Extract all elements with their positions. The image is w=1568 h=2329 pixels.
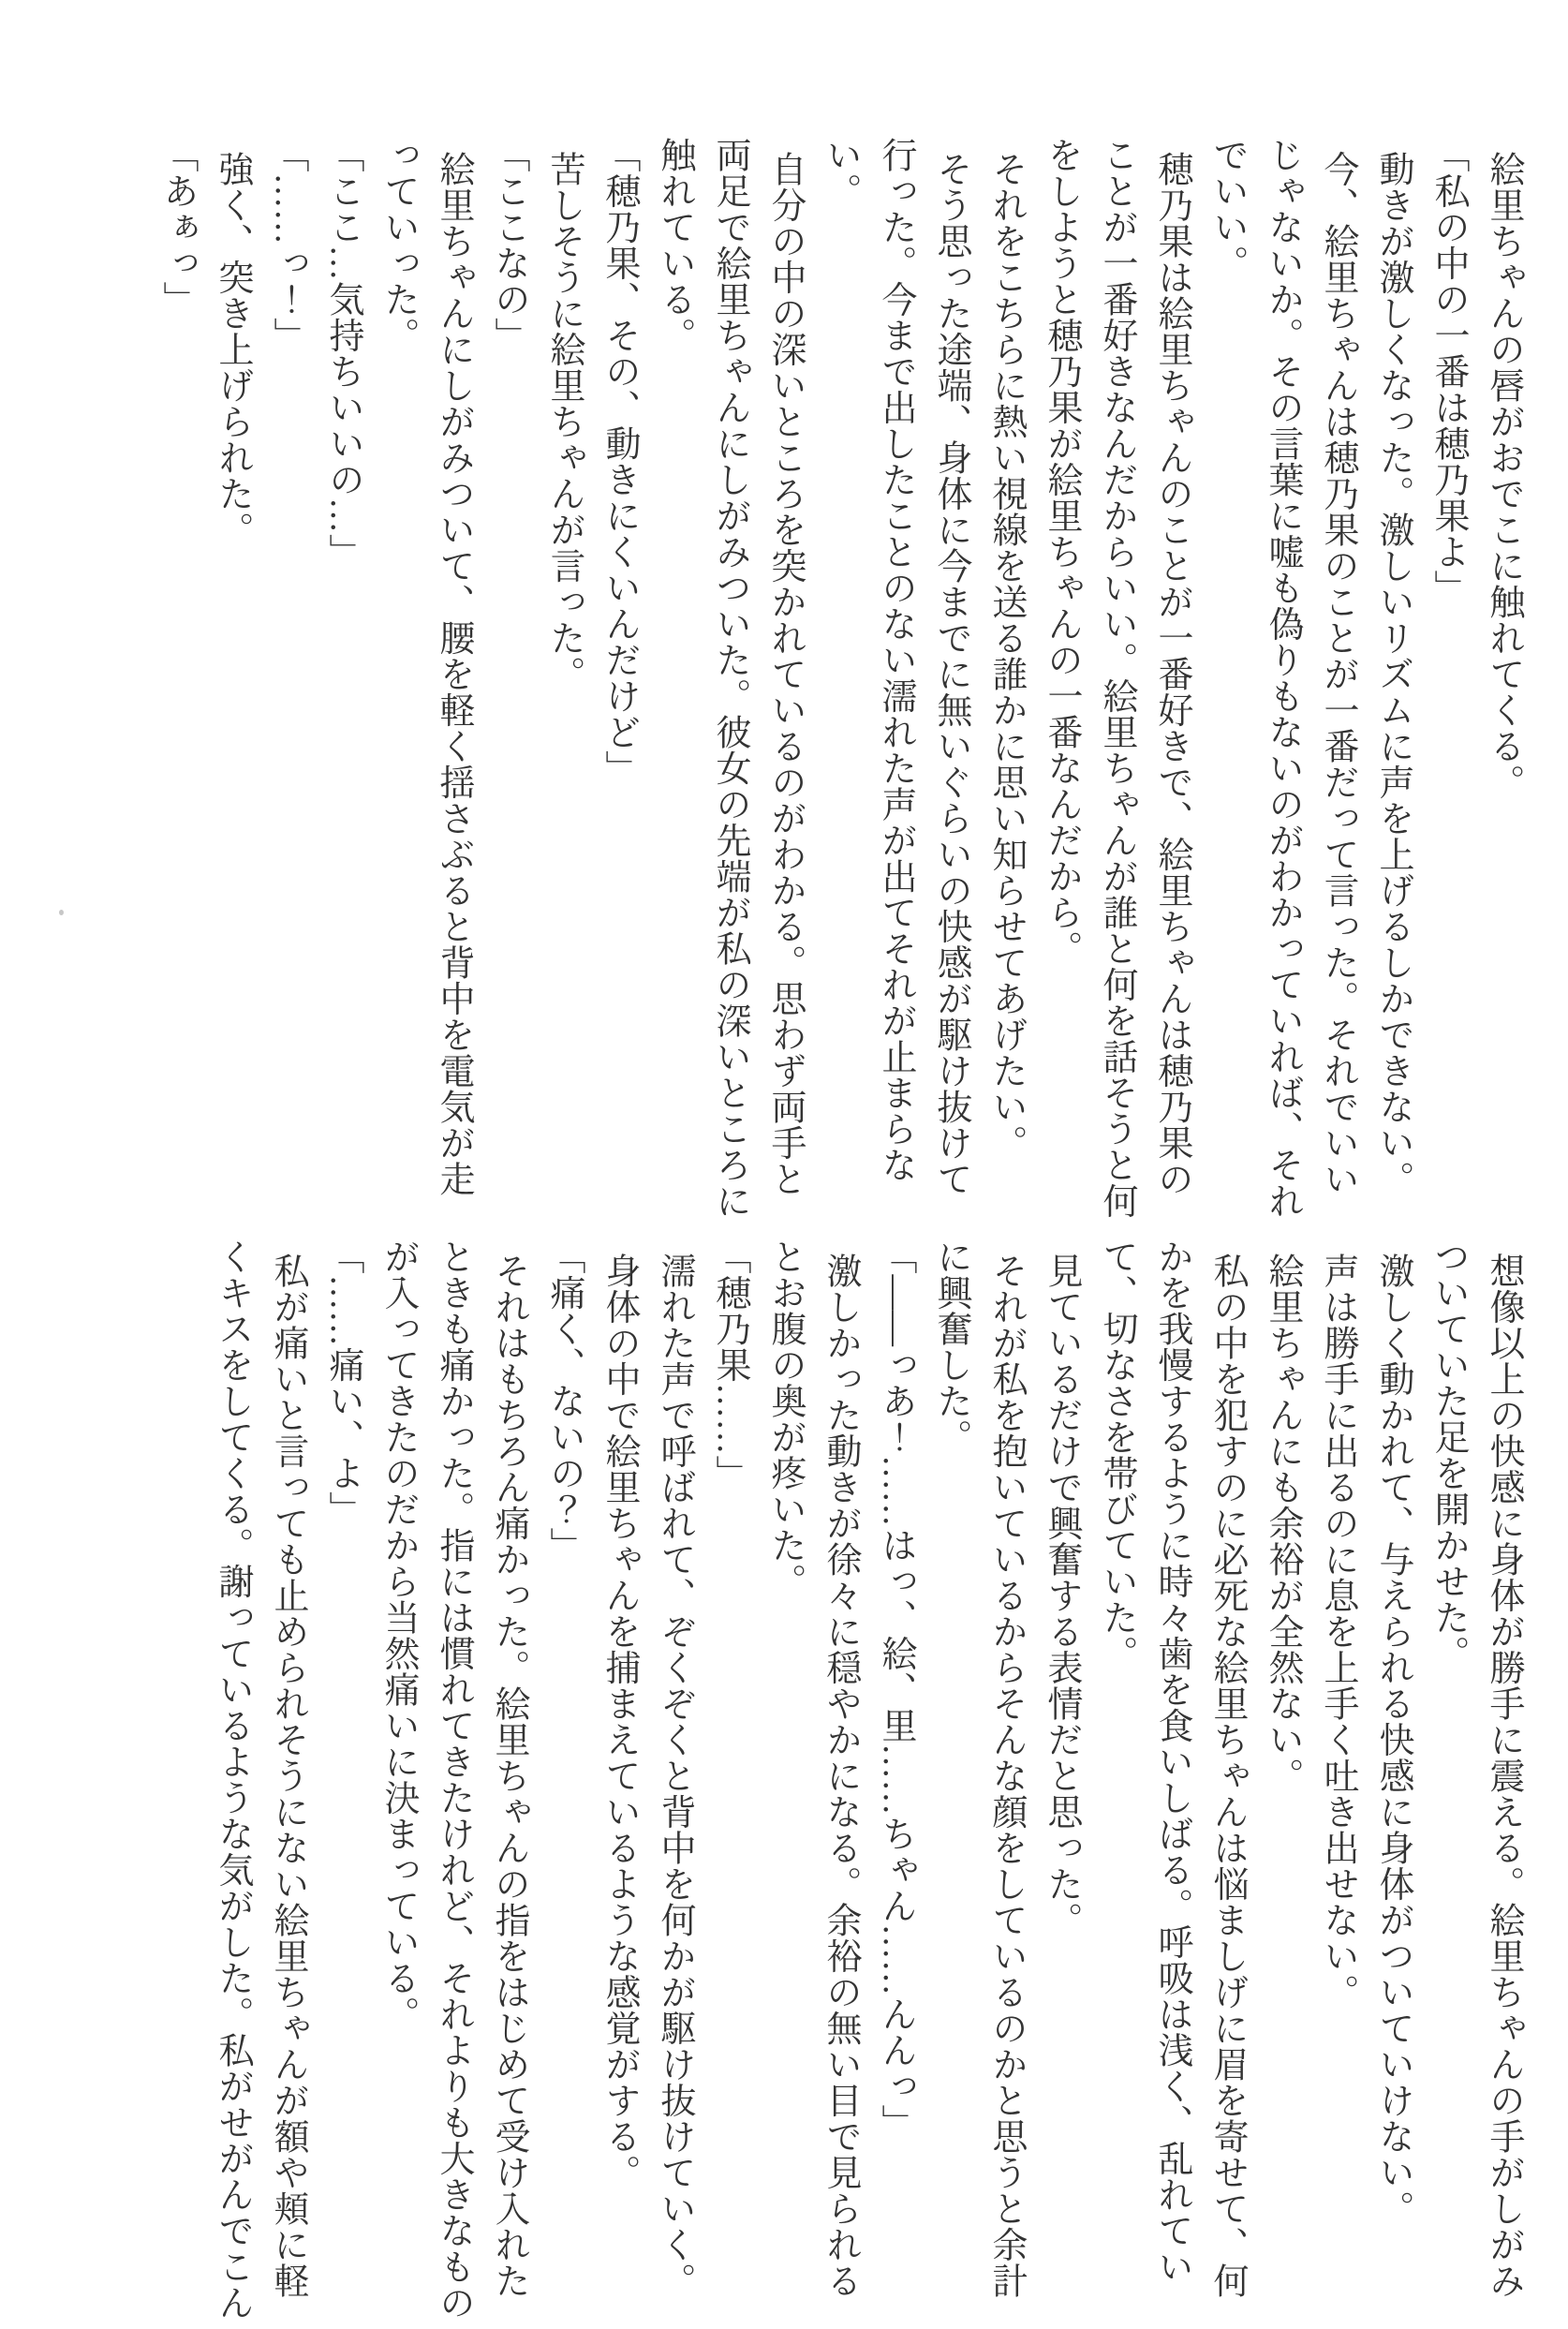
text-column-paragraph: 「……痛い、よ」: [323, 1239, 362, 1527]
text-column-paragraph: それをこちらに熱い視線を送る誰かに思い知らせてあげたい。: [986, 151, 1026, 1161]
text-column-paragraph: 動きが激しくなった。激しいリズムに声を上げるしかできない。: [1373, 151, 1413, 1197]
text-column-paragraph: 声は勝手に出るのに息を上手く吐き出せない。: [1318, 1253, 1357, 2010]
text-column-paragraph: それが私を抱いているからそんな顔をしているのかと思うと余計に興奮した。: [931, 1239, 1026, 2299]
text-column-paragraph: 今、絵里ちゃんは穂乃果のことが一番だって言った。それでいいじゃないか。その言葉に嘘も偽りもないのがわかっていれば、それでいい。: [1207, 137, 1357, 1219]
text-column-paragraph: 「――っあ！……はっ、絵、里……ちゃん……んんっ」: [876, 1239, 915, 2141]
text-column-paragraph: 「痛く、ないの？」: [544, 1239, 584, 1564]
top-text-block: [149, 137, 1531, 1227]
text-column-paragraph: 「穂乃果、その、動きにくいんだけど」: [599, 137, 639, 786]
text-column-paragraph: 身体の中で絵里ちゃんを捕まえているような感覚がする。: [599, 1253, 639, 2190]
text-column-paragraph: 「あぁっ」: [157, 137, 197, 318]
text-column-paragraph: 「……っ！」: [268, 137, 307, 353]
text-column-paragraph: 「穂乃果……」: [710, 1239, 749, 1491]
text-column-paragraph: 「ここ…気持ちいいの…」: [323, 137, 362, 570]
text-column-paragraph: そう思った途端、身体に今までに無いぐらいの快感が駆け抜けて行った。今まで出したことのない濡れた声が出てそれが止まらない。: [821, 137, 970, 1197]
text-column-paragraph: 「ここなの」: [489, 137, 528, 353]
text-column-paragraph: それはもちろん痛かった。絵里ちゃんの指をはじめて受け入れたときも痛かった。指には慣れてきたけれど、それよりも大きなものが入ってきたのだから当然痛いに決まっている。: [378, 1239, 528, 2321]
text-column-paragraph: 激しかった動きが徐々に穏やかになる。余裕の無い目で見られるとお腹の奥が疼いた。: [765, 1239, 860, 2299]
text-column-paragraph: 私の中を犯すのに必死な絵里ちゃんは悩ましげに眉を寄せて、何かを我慢するように時々歯を食いしばる。呼吸は浅く、乱れていて、切なさを帯びていた。: [1097, 1239, 1247, 2299]
text-column-paragraph: 自分の中の深いところを突かれているのがわかる。思わず両手と両足で絵里ちゃんにしがみついた。彼女の先端が私の深いところに触れている。: [655, 137, 805, 1219]
text-column-paragraph: 苦しそうに絵里ちゃんが言った。: [544, 151, 584, 692]
text-column-paragraph: 濡れた声で呼ばれて、ぞくぞくと背中を何かが駆け抜けていく。: [655, 1253, 694, 2299]
bottom-text-block: [204, 1239, 1531, 2329]
text-column-paragraph: 強く、突き上げられた。: [213, 151, 252, 548]
text-column-paragraph: 絵里ちゃんにしがみついて、腰を軽く揺さぶると背中を電気が走っていった。: [378, 137, 473, 1197]
text-column-paragraph: 想像以上の快感に身体が勝手に震える。絵里ちゃんの手がしがみついていた足を開かせた。: [1428, 1239, 1523, 2299]
text-column-paragraph: 見ているだけで興奮する表情だと思った。: [1042, 1253, 1081, 1938]
text-column-paragraph: 「私の中の一番は穂乃果よ」: [1428, 137, 1468, 606]
paper-speck: [59, 910, 64, 915]
text-column-paragraph: 私が痛いと言っても止められそうにない絵里ちゃんが額や頬に軽くキスをしてくる。謝っているような気がした。私がせがんでこん: [213, 1239, 307, 2321]
text-column-paragraph: 絵里ちゃんにも余裕が全然ない。: [1263, 1253, 1302, 1794]
text-column-paragraph: 絵里ちゃんの唇がおでこに触れてくる。: [1484, 151, 1523, 800]
text-column-paragraph: 穂乃果は絵里ちゃんのことが一番好きで、絵里ちゃんは穂乃果のことが一番好きなんだからいい。絵里ちゃんが誰と何を話そうと何をしようと穂乃果が絵里ちゃんの一番なんだから。: [1042, 137, 1191, 1219]
text-column-paragraph: 激しく動かれて、与えられる快感に身体がついていけない。: [1373, 1253, 1413, 2227]
